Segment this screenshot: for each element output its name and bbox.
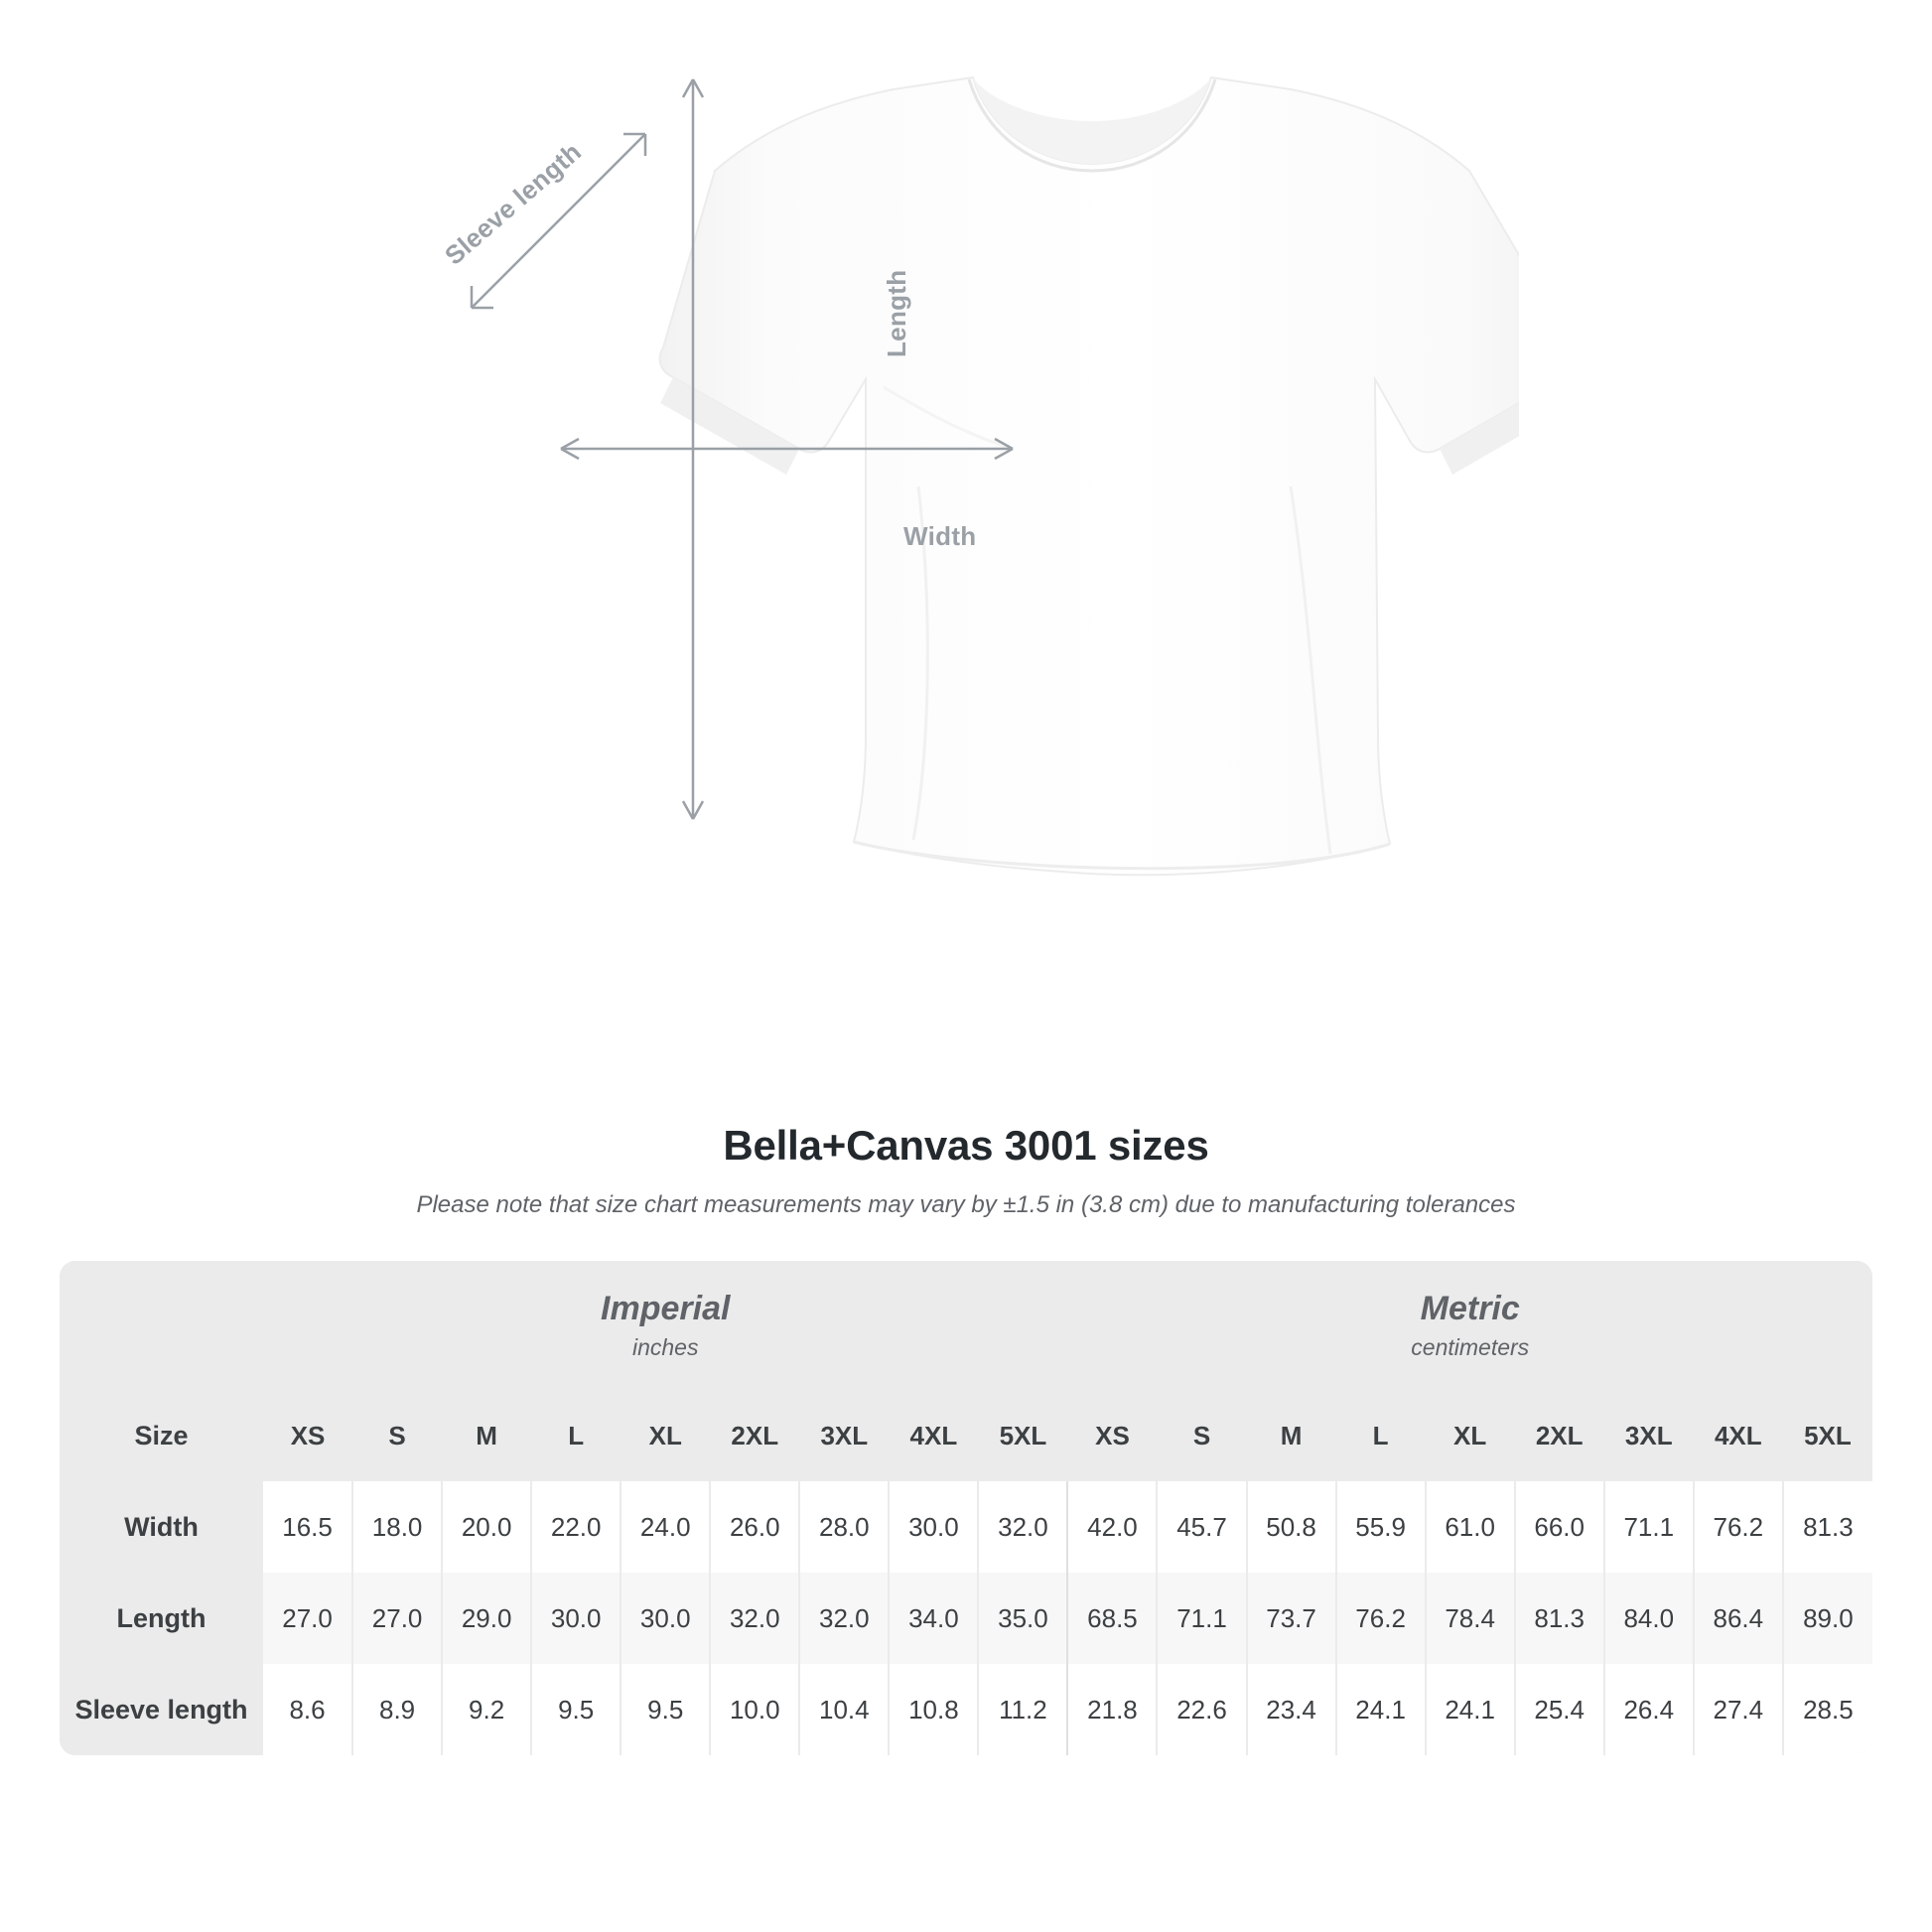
cell-width-metric-xl: 61.0 bbox=[1426, 1481, 1515, 1573]
unit-name-metric: Metric bbox=[1420, 1289, 1520, 1327]
unit-header-metric bbox=[1067, 1261, 1872, 1390]
cell-length-metric-m: 73.7 bbox=[1247, 1573, 1336, 1664]
size-header-imperial-5xl: 5XL bbox=[978, 1390, 1067, 1481]
cell-sleeve-imperial-2xl: 10.0 bbox=[710, 1664, 799, 1755]
cell-length-imperial-xl: 30.0 bbox=[621, 1573, 710, 1664]
cell-width-metric-m: 50.8 bbox=[1247, 1481, 1336, 1573]
sleeve-length-dimension-label: Sleeve length bbox=[439, 136, 588, 271]
cell-width-imperial-2xl: 26.0 bbox=[710, 1481, 799, 1573]
table-corner-cell bbox=[60, 1261, 263, 1390]
unit-name-imperial: Imperial bbox=[601, 1289, 731, 1327]
cell-length-metric-l: 76.2 bbox=[1336, 1573, 1426, 1664]
size-header-metric-s: S bbox=[1157, 1390, 1246, 1481]
title-block bbox=[0, 1122, 1932, 1219]
cell-width-metric-s: 45.7 bbox=[1157, 1481, 1246, 1573]
cell-width-metric-3xl: 71.1 bbox=[1604, 1481, 1694, 1573]
cell-length-metric-xs: 68.5 bbox=[1067, 1573, 1157, 1664]
cell-length-metric-2xl: 81.3 bbox=[1515, 1573, 1604, 1664]
size-header-metric-l: L bbox=[1336, 1390, 1426, 1481]
tshirt-graphic bbox=[417, 60, 1519, 1062]
cell-width-imperial-4xl: 30.0 bbox=[889, 1481, 978, 1573]
cell-width-imperial-3xl: 28.0 bbox=[799, 1481, 889, 1573]
size-header-imperial-m: M bbox=[442, 1390, 531, 1481]
cell-length-imperial-4xl: 34.0 bbox=[889, 1573, 978, 1664]
cell-sleeve-metric-xs: 21.8 bbox=[1067, 1664, 1157, 1755]
size-header-metric-xs: XS bbox=[1067, 1390, 1157, 1481]
size-header-metric-5xl: 5XL bbox=[1783, 1390, 1872, 1481]
size-header-metric-3xl: 3XL bbox=[1604, 1390, 1694, 1481]
cell-length-metric-3xl: 84.0 bbox=[1604, 1573, 1694, 1664]
size-header-imperial-3xl: 3XL bbox=[799, 1390, 889, 1481]
cell-sleeve-imperial-l: 9.5 bbox=[531, 1664, 621, 1755]
cell-width-metric-4xl: 76.2 bbox=[1694, 1481, 1783, 1573]
size-header-imperial-4xl: 4XL bbox=[889, 1390, 978, 1481]
cell-sleeve-metric-2xl: 25.4 bbox=[1515, 1664, 1604, 1755]
size-table-container bbox=[60, 1261, 1872, 1755]
cell-width-metric-l: 55.9 bbox=[1336, 1481, 1426, 1573]
cell-length-metric-s: 71.1 bbox=[1157, 1573, 1246, 1664]
size-header-metric-m: M bbox=[1247, 1390, 1336, 1481]
size-header-metric-4xl: 4XL bbox=[1694, 1390, 1783, 1481]
row-label-width: Width bbox=[60, 1481, 263, 1573]
cell-width-metric-2xl: 66.0 bbox=[1515, 1481, 1604, 1573]
unit-header-row bbox=[60, 1261, 1872, 1390]
cell-sleeve-imperial-xs: 8.6 bbox=[263, 1664, 352, 1755]
cell-sleeve-metric-3xl: 26.4 bbox=[1604, 1664, 1694, 1755]
size-header-imperial-l: L bbox=[531, 1390, 621, 1481]
cell-width-imperial-l: 22.0 bbox=[531, 1481, 621, 1573]
cell-length-imperial-3xl: 32.0 bbox=[799, 1573, 889, 1664]
cell-width-imperial-xl: 24.0 bbox=[621, 1481, 710, 1573]
row-label-sleeve-length: Sleeve length bbox=[60, 1664, 263, 1755]
cell-length-imperial-s: 27.0 bbox=[352, 1573, 442, 1664]
cell-sleeve-imperial-xl: 9.5 bbox=[621, 1664, 710, 1755]
cell-sleeve-imperial-3xl: 10.4 bbox=[799, 1664, 889, 1755]
tolerance-note: Please note that size chart measurements may vary by ±1.5 in (3.8 cm) due to manufacturing tolerances bbox=[416, 1191, 1516, 1218]
table-row bbox=[60, 1481, 1872, 1573]
cell-width-imperial-xs: 16.5 bbox=[263, 1481, 352, 1573]
cell-length-imperial-5xl: 35.0 bbox=[978, 1573, 1067, 1664]
unit-sub-metric: centimeters bbox=[1411, 1334, 1530, 1361]
cell-width-metric-xs: 42.0 bbox=[1067, 1481, 1157, 1573]
size-header-imperial-2xl: 2XL bbox=[710, 1390, 799, 1481]
cell-length-metric-5xl: 89.0 bbox=[1783, 1573, 1872, 1664]
cell-sleeve-imperial-5xl: 11.2 bbox=[978, 1664, 1067, 1755]
cell-length-metric-4xl: 86.4 bbox=[1694, 1573, 1783, 1664]
tshirt-image bbox=[417, 60, 1519, 1062]
cell-sleeve-metric-xl: 24.1 bbox=[1426, 1664, 1515, 1755]
size-header-imperial-xl: XL bbox=[621, 1390, 710, 1481]
cell-sleeve-imperial-m: 9.2 bbox=[442, 1664, 531, 1755]
cell-sleeve-metric-m: 23.4 bbox=[1247, 1664, 1336, 1755]
cell-sleeve-metric-5xl: 28.5 bbox=[1783, 1664, 1872, 1755]
cell-sleeve-metric-4xl: 27.4 bbox=[1694, 1664, 1783, 1755]
size-header-row bbox=[60, 1390, 1872, 1481]
table-row bbox=[60, 1664, 1872, 1755]
cell-width-metric-5xl: 81.3 bbox=[1783, 1481, 1872, 1573]
size-header-metric-2xl: 2XL bbox=[1515, 1390, 1604, 1481]
cell-length-imperial-xs: 27.0 bbox=[263, 1573, 352, 1664]
cell-sleeve-imperial-4xl: 10.8 bbox=[889, 1664, 978, 1755]
cell-width-imperial-s: 18.0 bbox=[352, 1481, 442, 1573]
cell-sleeve-imperial-s: 8.9 bbox=[352, 1664, 442, 1755]
unit-sub-imperial: inches bbox=[631, 1334, 699, 1361]
width-dimension-label: Width bbox=[903, 521, 977, 551]
table-row bbox=[60, 1573, 1872, 1664]
unit-header-imperial bbox=[263, 1261, 1067, 1390]
size-header-metric-xl: XL bbox=[1426, 1390, 1515, 1481]
cell-width-imperial-m: 20.0 bbox=[442, 1481, 531, 1573]
size-header-imperial-s: S bbox=[352, 1390, 442, 1481]
page-title: Bella+Canvas 3001 sizes bbox=[723, 1122, 1209, 1169]
size-header-imperial-xs: XS bbox=[263, 1390, 352, 1481]
length-dimension-label: Length bbox=[882, 269, 911, 357]
cell-length-metric-xl: 78.4 bbox=[1426, 1573, 1515, 1664]
cell-length-imperial-2xl: 32.0 bbox=[710, 1573, 799, 1664]
cell-sleeve-metric-s: 22.6 bbox=[1157, 1664, 1246, 1755]
size-table bbox=[60, 1261, 1872, 1755]
cell-length-imperial-m: 29.0 bbox=[442, 1573, 531, 1664]
cell-length-imperial-l: 30.0 bbox=[531, 1573, 621, 1664]
cell-sleeve-metric-l: 24.1 bbox=[1336, 1664, 1426, 1755]
row-label-length: Length bbox=[60, 1573, 263, 1664]
size-label-cell: Size bbox=[60, 1390, 263, 1481]
cell-width-imperial-5xl: 32.0 bbox=[978, 1481, 1067, 1573]
